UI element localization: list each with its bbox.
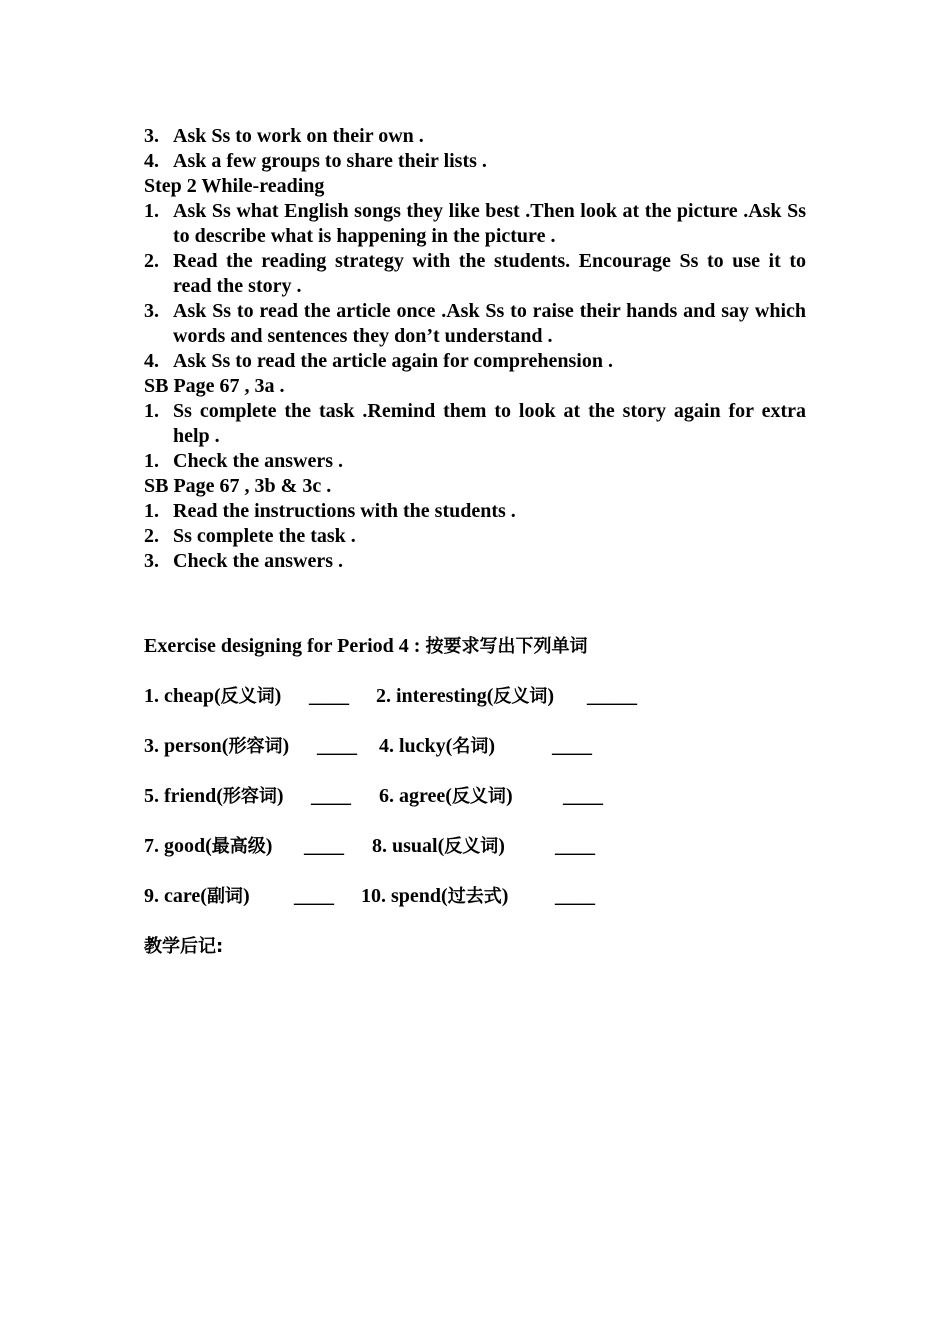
- exercise-close: ): [488, 735, 496, 757]
- answer-blank: ____: [552, 735, 592, 757]
- list-number: 3.: [144, 300, 159, 322]
- exercise-item: [144, 734, 289, 759]
- exercise-close: ): [274, 685, 282, 707]
- answer-blank: ____: [304, 835, 344, 857]
- exercise-hint: 反义词: [444, 836, 499, 857]
- exercise-hint: 副词: [206, 886, 243, 907]
- answer-blank: ____: [317, 735, 357, 757]
- exercise-item: [144, 884, 250, 909]
- exercise-close: ): [282, 735, 290, 757]
- list-number: 4.: [144, 150, 159, 172]
- exercise-hint: 反义词: [220, 686, 275, 707]
- exercise-item: [144, 684, 281, 709]
- list-text: Ask Ss to read the article once .Ask Ss to raise their hands and say which words and sentences they don’t understand .: [173, 300, 806, 347]
- exercise-item: [379, 734, 495, 759]
- exercise-item: [372, 834, 505, 859]
- exercise-close: ): [505, 785, 513, 807]
- exercise-item: [144, 784, 284, 809]
- exercise-hint: 形容词: [228, 736, 283, 757]
- list-number: 3.: [144, 550, 159, 572]
- answer-blank: _____: [587, 685, 637, 707]
- exercise-title-en: Exercise designing for Period 4 :: [144, 635, 426, 657]
- answer-blank: ____: [563, 785, 603, 807]
- list-item: [144, 499, 806, 524]
- exercise-word: 2. interesting(: [376, 685, 494, 707]
- list-text: Ss complete the task .: [173, 525, 356, 547]
- answer-blank: ____: [311, 785, 351, 807]
- exercise-title: [144, 634, 587, 659]
- list-text: Ask Ss what English songs they like best .Then look at the picture .Ask Ss to describe what is happening in the picture .: [173, 200, 806, 247]
- exercise-hint: 反义词: [493, 686, 548, 707]
- list-number: 1.: [144, 200, 159, 222]
- list-text: Ss complete the task .Remind them to look at the story again for extra help .: [173, 400, 806, 447]
- exercise-close: ): [265, 835, 273, 857]
- list-item: [144, 299, 806, 349]
- list-item: [144, 549, 806, 574]
- list-text: Check the answers .: [173, 550, 343, 572]
- list-number: 2.: [144, 525, 159, 547]
- exercise-close: ): [501, 885, 509, 907]
- exercise-word: 3. person(: [144, 735, 229, 757]
- list-item: [144, 449, 806, 474]
- exercise-word: 4. lucky(: [379, 735, 453, 757]
- exercise-word: 6. agree(: [379, 785, 452, 807]
- exercise-hint: 过去式: [447, 886, 502, 907]
- exercise-title-cn: 按要求写出下列单词: [425, 636, 588, 657]
- exercise-word: 7. good(: [144, 835, 212, 857]
- exercise-hint: 最高级: [211, 836, 266, 857]
- answer-blank: ____: [555, 835, 595, 857]
- exercise-word: 8. usual(: [372, 835, 445, 857]
- exercise-word: 5. friend(: [144, 785, 223, 807]
- exercise-word: 1. cheap(: [144, 685, 221, 707]
- exercise-close: ): [498, 835, 505, 857]
- list-number: 1.: [144, 400, 159, 422]
- list-item: [144, 524, 806, 549]
- sb-heading-3b-3c: SB Page 67 , 3b & 3c .: [144, 475, 332, 497]
- step2-heading: Step 2 While-reading: [144, 175, 325, 197]
- exercise-item: [144, 834, 272, 859]
- exercise-close: ): [242, 885, 250, 907]
- list-text: Ask a few groups to share their lists .: [173, 150, 487, 172]
- exercise-word: 10. spend(: [361, 885, 448, 907]
- list-text: Ask Ss to read the article again for comprehension .: [173, 350, 613, 372]
- exercise-close: ): [276, 785, 284, 807]
- list-item: [144, 249, 806, 299]
- sb-heading-3a: SB Page 67 , 3a .: [144, 375, 285, 397]
- list-number: 1.: [144, 450, 159, 472]
- list-number: 4.: [144, 350, 159, 372]
- exercise-item: [379, 784, 513, 809]
- list-text: Read the instructions with the students .: [173, 500, 516, 522]
- list-text: Ask Ss to work on their own .: [173, 125, 424, 147]
- exercise-item: [376, 684, 554, 709]
- list-number: 3.: [144, 125, 159, 147]
- list-number: 1.: [144, 500, 159, 522]
- answer-blank: ____: [309, 685, 349, 707]
- exercise-hint: 名词: [452, 736, 489, 757]
- list-item: [144, 399, 806, 449]
- list-item: [144, 149, 806, 174]
- list-text: Read the reading strategy with the students. Encourage Ss to use it to read the story .: [173, 250, 806, 297]
- answer-blank: ____: [555, 885, 595, 907]
- list-item: [144, 199, 806, 249]
- teaching-notes-label: 教学后记:: [144, 936, 224, 957]
- list-item: [144, 124, 806, 149]
- list-number: 2.: [144, 250, 159, 272]
- exercise-hint: 反义词: [451, 786, 506, 807]
- list-item: [144, 349, 806, 374]
- list-text: Check the answers .: [173, 450, 343, 472]
- answer-blank: ____: [294, 885, 334, 907]
- exercise-word: 9. care(: [144, 885, 207, 907]
- exercise-hint: 形容词: [222, 786, 277, 807]
- exercise-item: [361, 884, 508, 909]
- exercise-close: ): [547, 685, 555, 707]
